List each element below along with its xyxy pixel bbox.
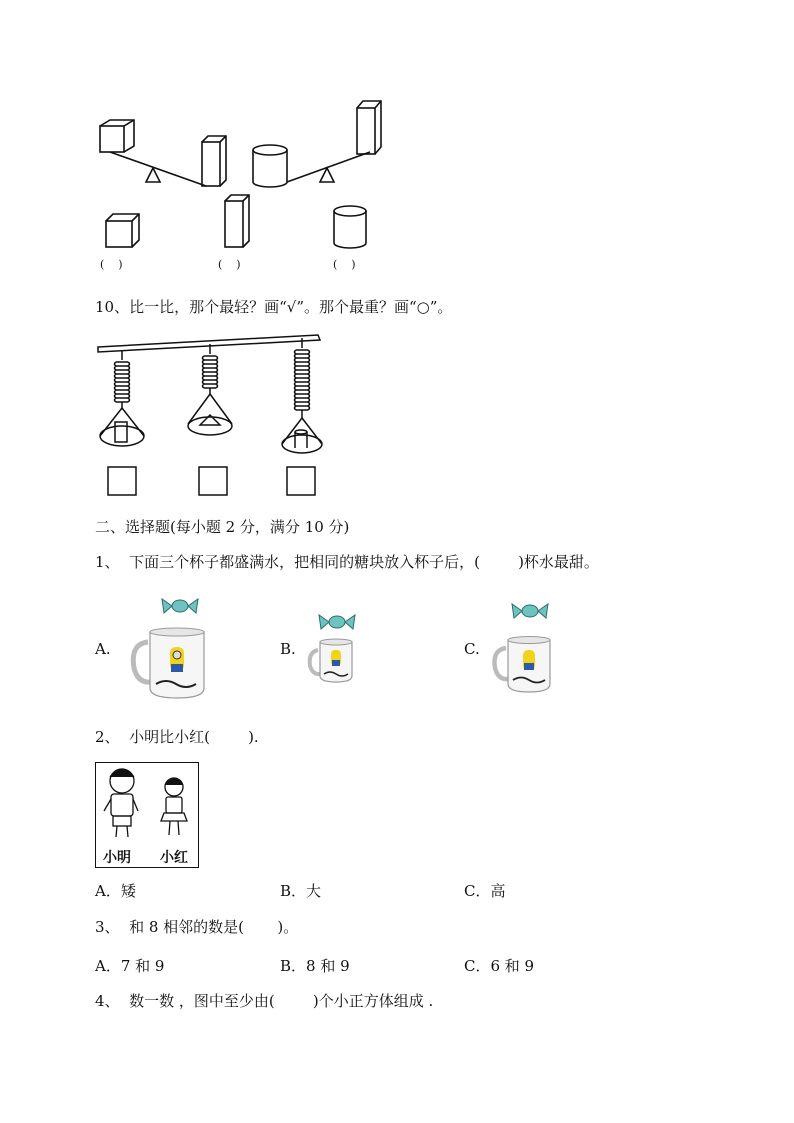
- answer-blank-cylinder[interactable]: ( ): [333, 258, 356, 271]
- small-cube-on-beam-left: [100, 120, 134, 152]
- q2-option-a[interactable]: A．矮: [95, 882, 136, 900]
- cylinder-on-beam: [253, 145, 287, 187]
- answer-box-right[interactable]: [287, 467, 315, 495]
- large-cup: [133, 628, 204, 698]
- answer-cube: [106, 214, 139, 247]
- spring-right: [282, 338, 322, 453]
- answer-box-left[interactable]: [108, 467, 136, 495]
- spring-left: [100, 350, 144, 446]
- tall-box-on-beam: [202, 136, 226, 186]
- label-xiaoming: 小明: [103, 850, 131, 866]
- q3-option-a[interactable]: A．7 和 9: [95, 957, 165, 975]
- cups-figure: [0, 592, 794, 702]
- q2-option-c[interactable]: C．高: [464, 882, 506, 900]
- answer-cylinder: [334, 206, 366, 248]
- q3-option-c[interactable]: C．6 和 9: [464, 957, 535, 975]
- label-xiaohong: 小红: [160, 850, 188, 866]
- spring-middle: [188, 344, 232, 435]
- q1-option-c[interactable]: C.: [464, 640, 480, 658]
- answer-blank-cube[interactable]: ( ): [100, 258, 123, 271]
- q10-text: 10、比一比，那个最轻？画“√”。那个最重？画“○”。: [95, 298, 453, 316]
- q1-option-a[interactable]: A.: [95, 640, 111, 658]
- section2-heading: 二、选择题(每小题 2 分，满分 10 分): [95, 518, 350, 536]
- right-beam: [287, 152, 370, 182]
- q3-text: 3、 和 8 相邻的数是( )。: [95, 918, 299, 936]
- medium-cup: [494, 637, 550, 693]
- left-beam: [110, 152, 206, 186]
- q2-picture: [95, 762, 199, 868]
- tall-box-right: [357, 101, 381, 154]
- kids-illustration: [96, 763, 200, 843]
- candy-icon: [162, 599, 198, 613]
- left-fulcrum: [146, 168, 160, 182]
- small-cup: [310, 639, 352, 682]
- q1-option-b[interactable]: B.: [280, 640, 296, 658]
- spring-scales-figure: [0, 330, 794, 510]
- candy-icon: [512, 604, 548, 618]
- balance-figure: [0, 0, 794, 280]
- q1-text: 1、 下面三个杯子都盛满水，把相同的糖块放入杯子后，( )杯水最甜。: [95, 553, 599, 571]
- q2-text: 2、 小明比小红( ).: [95, 728, 259, 746]
- answer-blank-box[interactable]: ( ): [218, 258, 241, 271]
- q2-option-b[interactable]: B．大: [280, 882, 322, 900]
- answer-box-middle[interactable]: [199, 467, 227, 495]
- q4-text: 4、 数一数 ，图中至少由( )个小正方体组成 .: [95, 992, 434, 1010]
- hanging-bar: [98, 335, 320, 352]
- candy-icon: [319, 615, 355, 629]
- answer-tall-box: [225, 195, 249, 247]
- q3-option-b[interactable]: B．8 和 9: [280, 957, 350, 975]
